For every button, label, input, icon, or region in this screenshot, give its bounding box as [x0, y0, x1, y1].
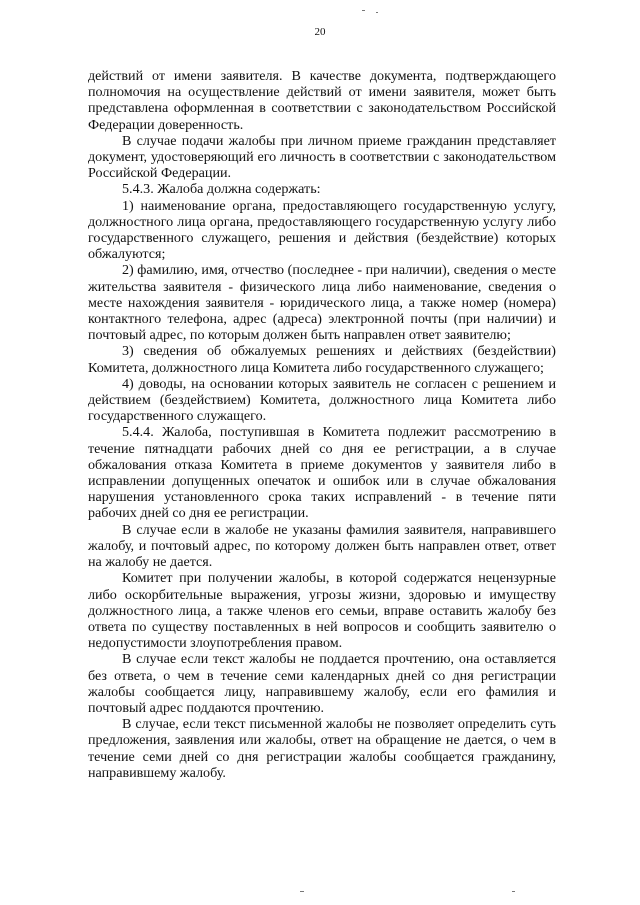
scan-mark — [376, 12, 378, 13]
paragraph-offensive: Комитет при получении жалобы, в которой содержатся нецензурные либо оскорбительные выражения, угрозы жизни, здоровью и имуществу должностного лица, а также членов его семьи, вправе оставить жалобу без ответа по существу поставленных в ней вопросов и сообщить заявителю о недопустимости злоупотребления правом. — [88, 570, 556, 652]
page-number: 20 — [314, 26, 326, 38]
scan-mark — [300, 891, 304, 892]
paragraph-item-3: 3) сведения об обжалуемых решениях и действиях (бездействии) Комитета, должностного лица Комитета либо государственного служащего; — [88, 343, 556, 376]
paragraph-item-1: 1) наименование органа, предоставляющего государственную услугу, должностного лица органа, предоставляющего государственную услугу либо государственного служащего, решения и действия (бездействие) которых обжалуются; — [88, 197, 556, 263]
paragraph-continuation: действий от имени заявителя. В качестве документа, подтверждающего полномочия на осуществление действий от имени заявителя, может быть представлена оформленная в соответствии с законодательством Российской Федерации доверенность. — [88, 68, 556, 133]
paragraph-personal-reception: В случае подачи жалобы при личном приеме гражданин представляет документ, удостоверяющий его личность в соответствии с законодательством Российской Федерации. — [88, 132, 556, 182]
paragraph-unreadable: В случае если текст жалобы не поддается прочтению, она оставляется без ответа, о чем в течение семи календарных дней со дня регистрации жалобы сообщается лицу, направившему жалобу, если его фамилия и почтовый адрес поддаются прочтению. — [88, 651, 556, 716]
paragraph-item-4: 4) доводы, на основании которых заявитель не согласен с решением и действием (бездействием) Комитета, должностного лица Комитета либо государственного служащего. — [88, 375, 556, 425]
paragraph-5-4-3: 5.4.3. Жалоба должна содержать: — [122, 181, 321, 198]
document-body — [88, 68, 556, 781]
paragraph-item-2: 2) фамилию, имя, отчество (последнее - при наличии), сведения о месте жительства заявителя - физического лица либо наименование, сведения о месте нахождения заявителя - юридического лица, а также номер (номера) контактного телефона, адрес (адреса) электронной почты (при наличии) и почтовый адрес, по которым должен быть направлен ответ заявителю; — [88, 262, 556, 344]
paragraph-undefined-essence: В случае, если текст письменной жалобы не позволяет определить суть предложения, заявления или жалобы, ответ на обращение не дается, о чем в течение семи дней со дня регистрации жалобы сообщается гражданину, направившему жалобу. — [88, 716, 556, 781]
scan-mark — [362, 10, 365, 11]
paragraph-no-surname: В случае если в жалобе не указаны фамилия заявителя, направившего жалобу, и почтовый адрес, по которому должен быть направлен ответ, ответ на жалобу не дается. — [88, 521, 556, 571]
paragraph-5-4-4: 5.4.4. Жалоба, поступившая в Комитета подлежит рассмотрению в течение пятнадцати рабочих дней со дня ее регистрации, а в случае обжалования отказа Комитета в приеме документов у заявителя либо в исправлении допущенных опечаток и ошибок или в случае обжалования нарушения установленного срока таких исправлений - в течение пяти рабочих дней со дня ее регистрации. — [88, 424, 556, 522]
scan-mark — [512, 891, 515, 892]
